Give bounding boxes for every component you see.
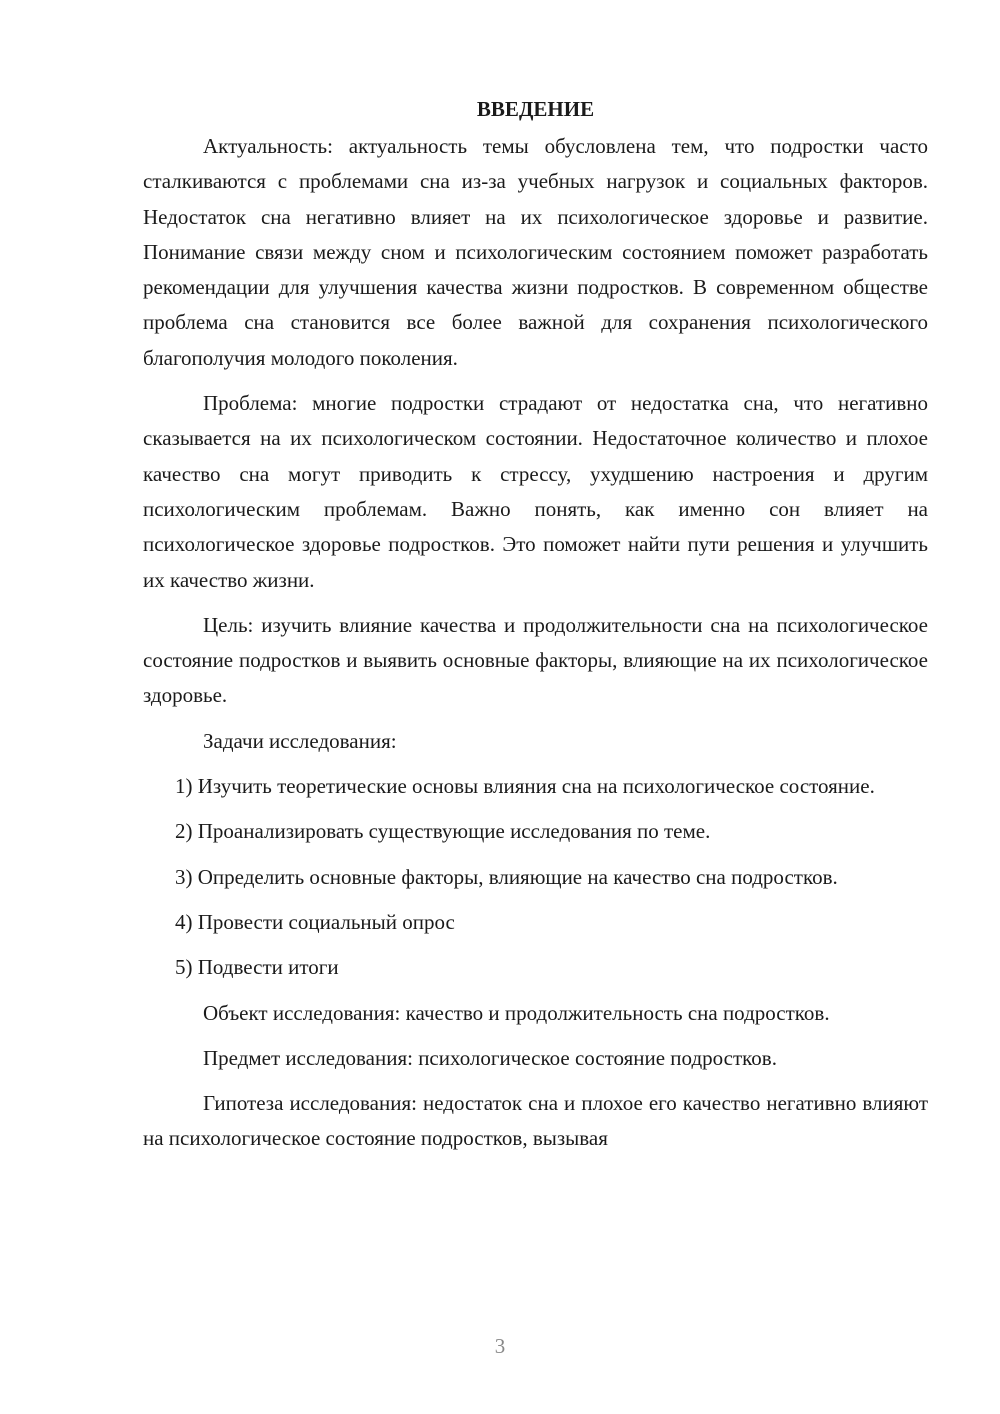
task-list xyxy=(143,769,928,985)
paragraph-problem: Проблема: многие подростки страдают от недостатка сна, что негативно сказывается на их психологическом состоянии. Недостаточное количество и плохое качество сна могут приводить к стрессу, ухудшению настроения и другим психологическим проблемам. Важно понять, как именно сон влияет на психологическое здоровье подростков. Это поможет найти пути решения и улучшить их качество жизни. xyxy=(143,391,928,592)
list-item: 4) Провести социальный опрос xyxy=(175,909,455,934)
list-item: 1) Изучить теоретические основы влияния сна на психологическое состояние. xyxy=(175,774,875,799)
list-item: 2) Проанализировать существующие исследования по теме. xyxy=(175,819,711,844)
paragraph-subject: Предмет исследования: психологическое состояние подростков. xyxy=(203,1045,777,1070)
paragraph-hypothesis: Гипотеза исследования: недостаток сна и плохое его качество негативно влияют на психологическое состояние подростков, вызывая xyxy=(143,1091,928,1151)
list-item: 5) Подвести итоги xyxy=(175,955,339,980)
page-number: 3 xyxy=(494,1334,506,1358)
document-page xyxy=(143,92,928,1167)
paragraph-goal: Цель: изучить влияние качества и продолжительности сна на психологическое состояние подростков и выявить основные факторы, влияющие на их психологическое здоровье. xyxy=(143,612,928,708)
page-title: ВВЕДЕНИЕ xyxy=(476,97,595,121)
paragraph-tasks-heading: Задачи исследования: xyxy=(203,728,397,753)
list-item: 3) Определить основные факторы, влияющие на качество сна подростков. xyxy=(175,864,838,889)
paragraph-object: Объект исследования: качество и продолжительность сна подростков. xyxy=(203,1000,830,1025)
paragraph-relevance: Актуальность: актуальность темы обусловлена тем, что подростки часто сталкиваются с проблемами сна из-за учебных нагрузок и социальных факторов. Недостаток сна негативно влияет на их психологическое здоровье и развитие. Понимание связи между сном и психологическим состоянием поможет разработать рекомендации для улучшения качества жизни подростков. В современном обществе проблема сна становится все более важной для сохранения психологического благополучия молодого поколения. xyxy=(143,134,928,370)
